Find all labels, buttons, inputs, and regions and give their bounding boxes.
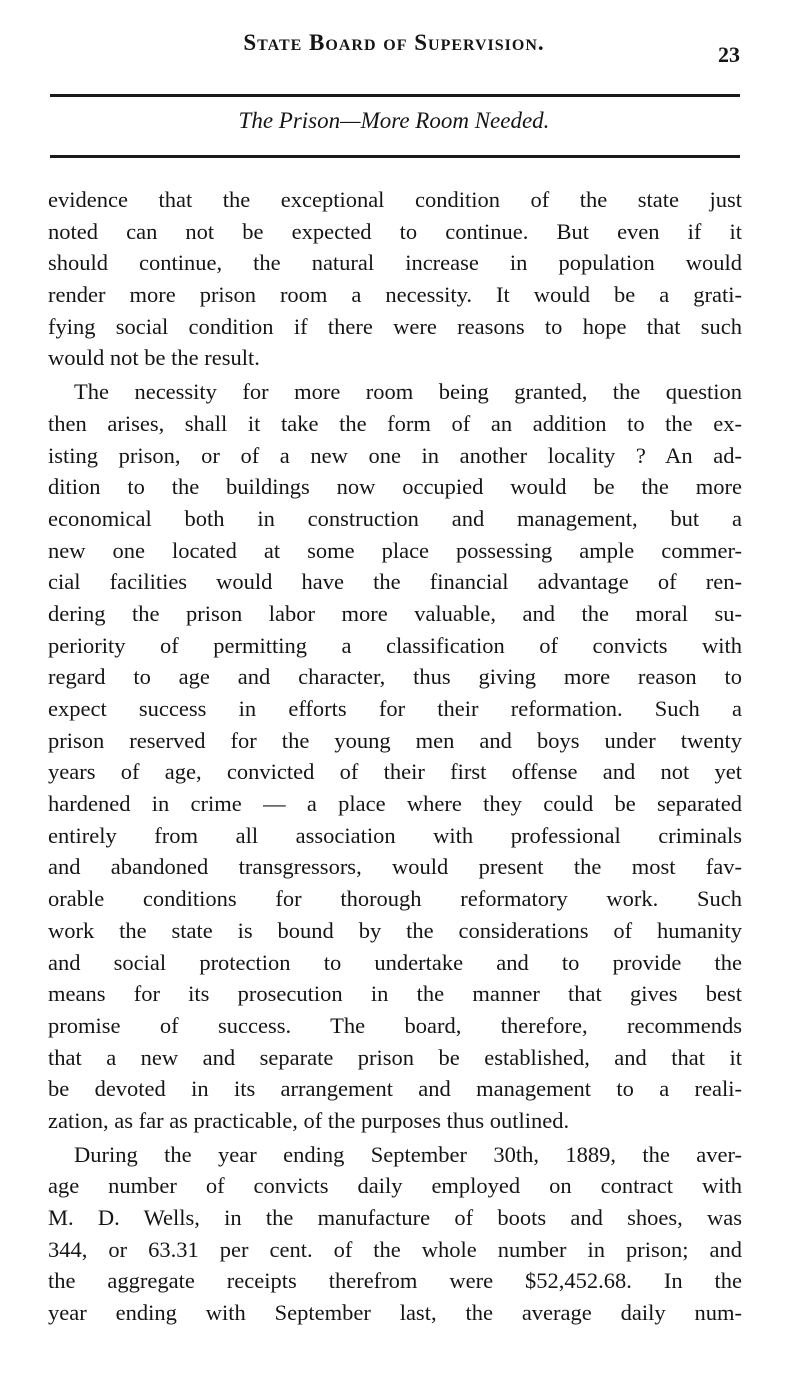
text-line: orable conditions for thorough reformatory work. Such	[48, 886, 742, 912]
running-header	[48, 30, 740, 67]
text-line: M. D. Wells, in the manufacture of boots and shoes, was	[48, 1205, 742, 1230]
text-line: During the year ending September 30th, 1889, the aver-	[74, 1141, 742, 1167]
text-line: means for its prosecution in the manner that gives best	[48, 981, 742, 1007]
text-line: prison reserved for the young men and boys under twenty	[48, 727, 742, 753]
text-line: zation, as far as practicable, of the purposes thus outlined.	[48, 1107, 570, 1133]
body-text	[48, 184, 742, 1329]
text-line: periority of permitting a classification of convicts with	[48, 632, 742, 658]
text-line: new one located at some place possessing ample commer-	[48, 537, 742, 563]
text-line: hardened in crime — a place where they could be separated	[48, 791, 742, 817]
text-line: would not be the result.	[48, 345, 260, 371]
text-line: dition to the buildings now occupied would be the more	[48, 474, 742, 500]
text-line: render more prison room a necessity. It would be a grati-	[48, 282, 742, 308]
text-line: economical both in construction and management, but a	[48, 505, 742, 531]
text-line: dering the prison labor more valuable, and the moral su-	[48, 600, 742, 626]
text-line: cial facilities would have the financial advantage of ren-	[48, 569, 742, 595]
section-title: The Prison—More Room Needed.	[238, 108, 550, 133]
text-line: that a new and separate prison be established, and that it	[48, 1044, 742, 1070]
text-line: evidence that the exceptional condition of the state just	[48, 187, 742, 212]
text-line: should continue, the natural increase in population would	[48, 250, 742, 276]
page-number: 23	[718, 42, 740, 67]
text-line: The necessity for more room being granted, the question	[74, 379, 742, 405]
text-line: age number of convicts daily employed on contract with	[48, 1173, 742, 1199]
text-line: expect success in efforts for their reformation. Such a	[48, 696, 742, 721]
text-line: years of age, convicted of their first offense and not yet	[48, 759, 742, 785]
bottom-rule	[50, 155, 740, 158]
text-line: then arises, shall it take the form of an addition to the ex-	[48, 410, 742, 436]
text-line: the aggregate receipts therefrom were $52,452.68. In the	[48, 1268, 742, 1294]
text-line: 344, or 63.31 per cent. of the whole number in prison; and	[48, 1236, 742, 1262]
text-line: regard to age and character, thus giving more reason to	[48, 664, 742, 690]
text-line: be devoted in its arrangement and management to a reali-	[48, 1076, 742, 1102]
text-line: noted can not be expected to continue. But even if it	[48, 218, 742, 244]
text-line: work the state is bound by the considerations of humanity	[48, 917, 742, 943]
text-line: and abandoned transgressors, would present the most fav-	[48, 854, 742, 880]
top-rule	[50, 94, 740, 97]
text-line: promise of success. The board, therefore, recommends	[48, 1012, 742, 1038]
text-line: year ending with September last, the average daily num-	[48, 1300, 742, 1326]
text-line: and social protection to undertake and to provide the	[48, 949, 742, 975]
text-line: isting prison, or of a new one in another locality ? An ad-	[48, 442, 742, 468]
text-line: fying social condition if there were reasons to hope that such	[48, 313, 742, 339]
text-line: entirely from all association with professional criminals	[48, 822, 742, 848]
running-title: State Board of Supervision.	[243, 30, 545, 55]
